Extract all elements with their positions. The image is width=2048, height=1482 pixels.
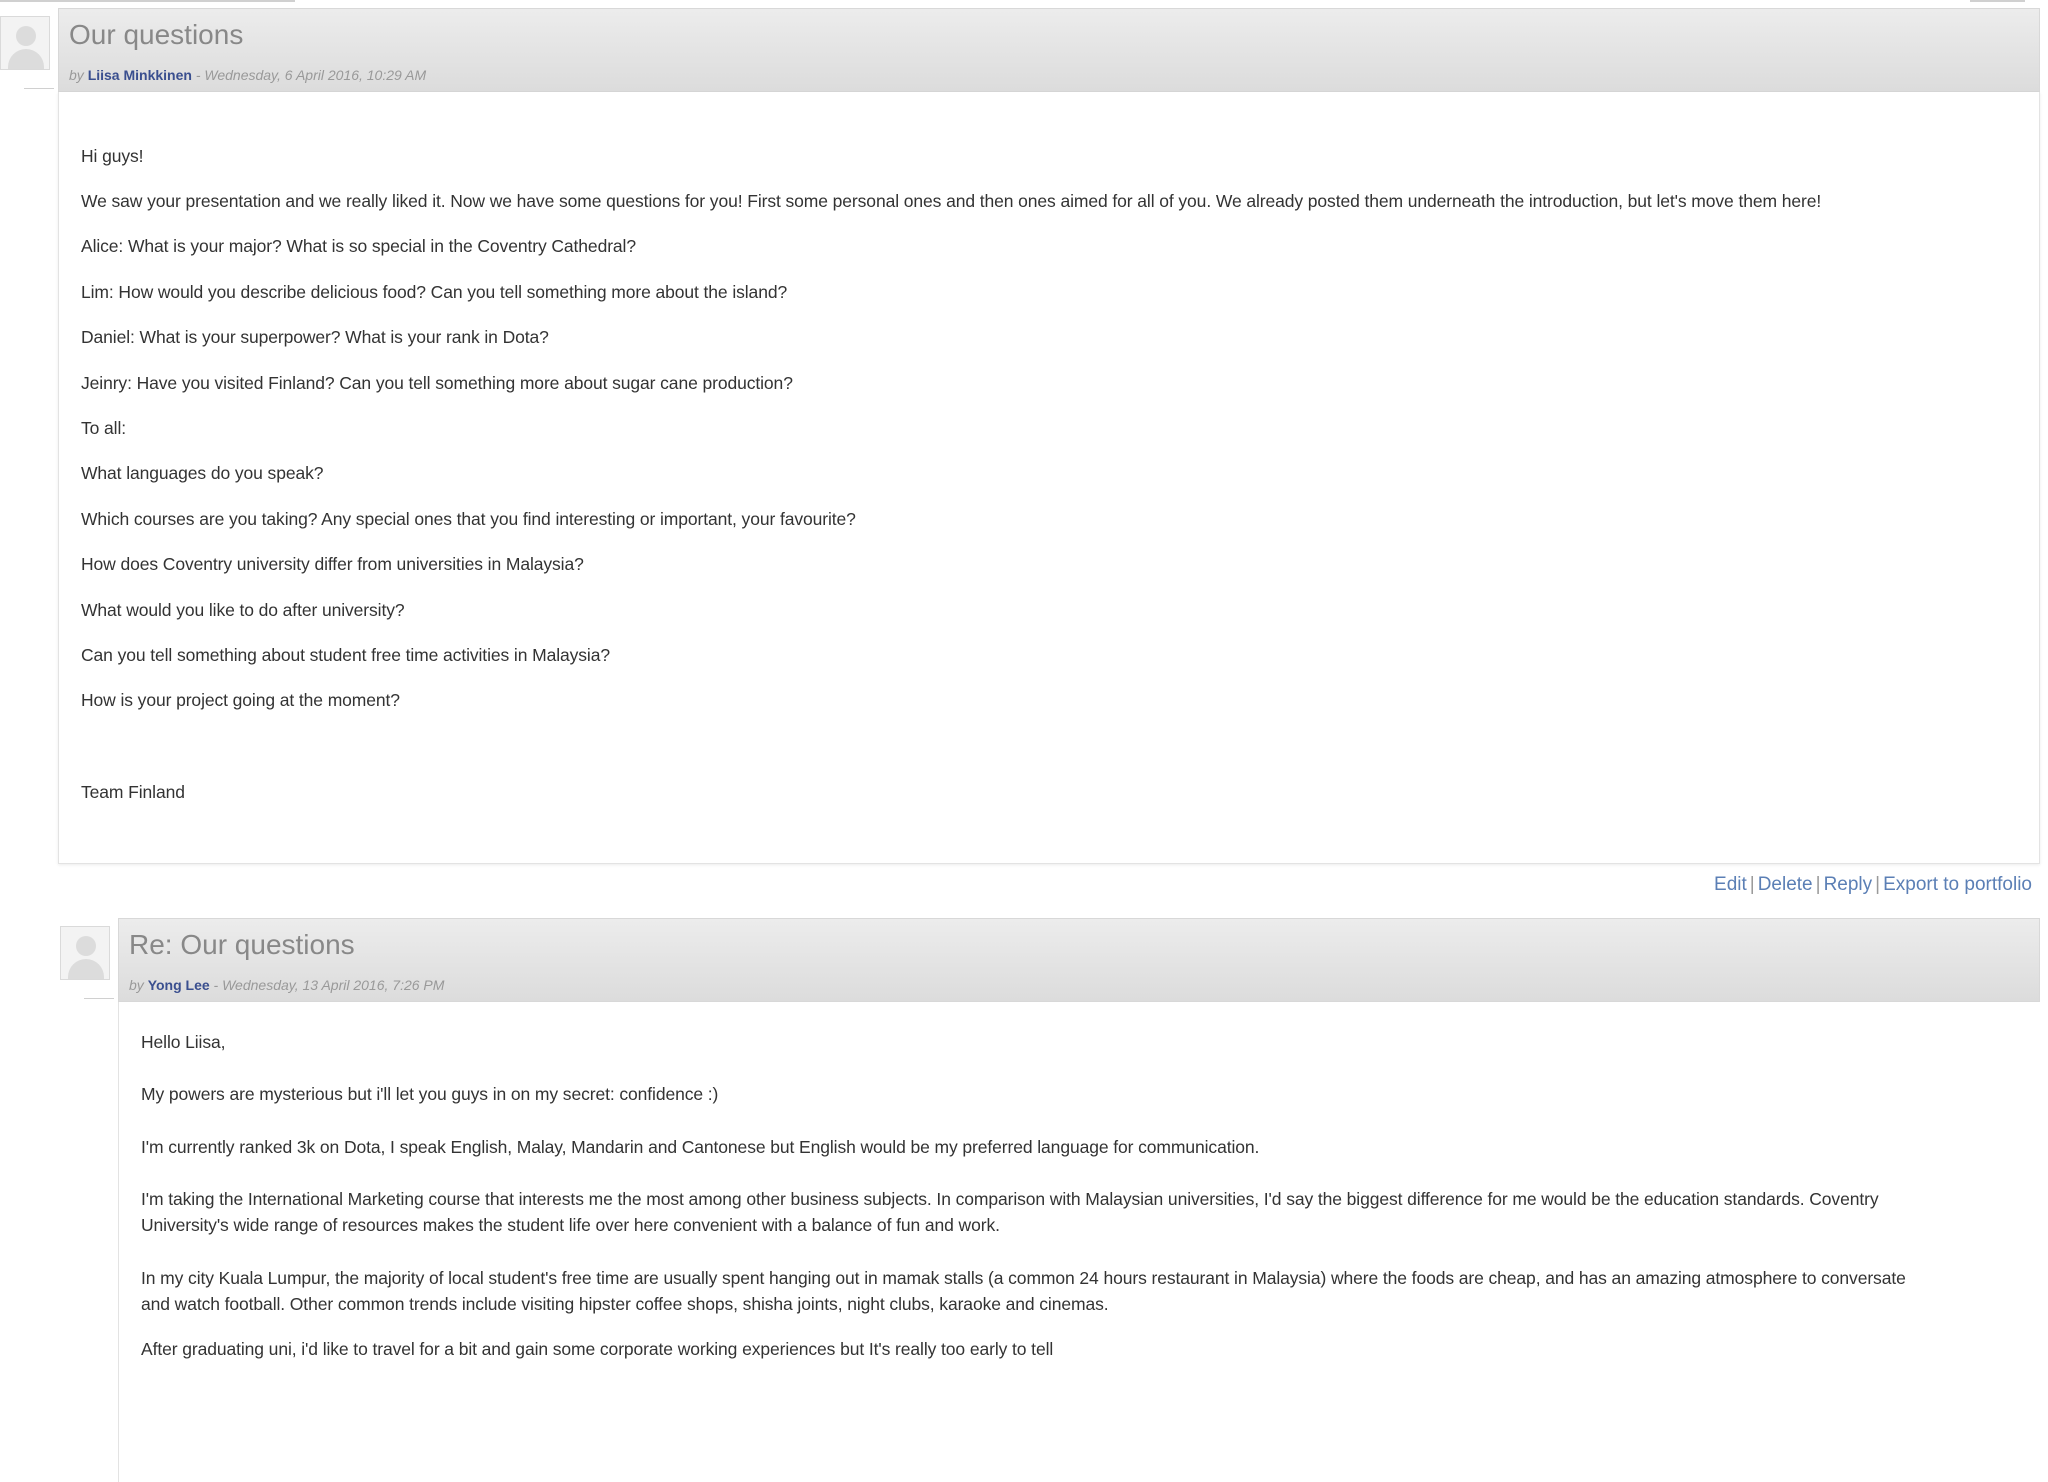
post-paragraph: Can you tell something about student free time activities in Malaysia? [81, 645, 610, 665]
post-title: Re: Our questions [129, 929, 355, 960]
separator: | [1875, 874, 1881, 895]
post-byline [129, 977, 444, 993]
post-signature: Team Finland [81, 782, 185, 802]
avatar-shoulders-shape [8, 49, 44, 70]
post-paragraph: In my city Kuala Lumpur, the majority of local student's free time are usually spent hanging out in mamak stalls (a common 24 hours restaurant in Malaysia) where the foods are cheap, and has an amazing atmosphere to conversate [141, 1268, 1906, 1288]
post-paragraph: Which courses are you taking? Any special ones that you find interesting or important, your favourite? [81, 509, 856, 529]
top-divider-left [0, 0, 295, 2]
post-paragraph: Jeinry: Have you visited Finland? Can you tell something more about sugar cane production? [81, 373, 793, 393]
user-avatar-icon[interactable] [60, 926, 110, 980]
post-paragraph: We saw your presentation and we really liked it. Now we have some questions for you! First some personal ones and then ones aimed for all of you. We already posted them underneath the introduction, but let's move them here! [81, 191, 1822, 211]
post-byline [69, 67, 426, 83]
post-actions [1714, 874, 2032, 896]
edit-link[interactable]: Edit [1714, 874, 1747, 895]
byline-prefix: by [69, 67, 84, 83]
post-date: - Wednesday, 6 April 2016, 10:29 AM [191, 67, 427, 83]
post-paragraph: How is your project going at the moment? [81, 690, 400, 710]
post-paragraph: What languages do you speak? [81, 463, 324, 483]
post-paragraph: and watch football. Other common trends include visiting hipster coffee shops, shisha joints, night clubs, karaoke and cinemas. [141, 1294, 1109, 1314]
export-to-portfolio-link[interactable]: Export to portfolio [1883, 874, 2032, 895]
avatar-head-shape [76, 936, 96, 956]
post-paragraph: After graduating uni, i'd like to travel for a bit and gain some corporate working experiences but It's really too early to tell [141, 1339, 1054, 1359]
avatar-head-shape [16, 26, 36, 46]
author-link[interactable]: Yong Lee [147, 977, 210, 993]
author-link[interactable]: Liisa Minkkinen [87, 67, 192, 83]
user-avatar-icon[interactable] [0, 16, 50, 70]
post-paragraph: I'm taking the International Marketing course that interests me the most among other business subjects. In comparison with Malaysian universities, I'd say the biggest difference for me would be the education standards. Coventry [141, 1189, 1879, 1209]
post-paragraph: University's wide range of resources makes the student life over here convenient with a balance of fun and work. [141, 1215, 1000, 1235]
post-paragraph: Hello Liisa, [141, 1032, 226, 1052]
post-body [118, 1002, 2040, 1482]
reply-link[interactable]: Reply [1823, 874, 1873, 895]
byline-prefix: by [129, 977, 144, 993]
post-paragraph: I'm currently ranked 3k on Dota, I speak English, Malay, Mandarin and Cantonese but English would be my preferred language for communication. [141, 1137, 1260, 1157]
thread-connector [84, 998, 114, 999]
post-paragraph: My powers are mysterious but i'll let you guys in on my secret: confidence :) [141, 1084, 719, 1104]
post-date: - Wednesday, 13 April 2016, 7:26 PM [209, 977, 445, 993]
post-paragraph: What would you like to do after university? [81, 600, 405, 620]
top-divider-right [1970, 0, 2025, 2]
separator: | [1749, 874, 1755, 895]
avatar-shoulders-shape [68, 959, 104, 980]
post-paragraph: Daniel: What is your superpower? What is your rank in Dota? [81, 327, 549, 347]
post-header [58, 8, 2040, 92]
thread-connector [24, 88, 54, 89]
post-paragraph: Lim: How would you describe delicious food? Can you tell something more about the island? [81, 282, 788, 302]
post-paragraph: Hi guys! [81, 146, 144, 166]
post-paragraph: Alice: What is your major? What is so special in the Coventry Cathedral? [81, 236, 636, 256]
post-paragraph: How does Coventry university differ from universities in Malaysia? [81, 554, 584, 574]
post-body [58, 92, 2040, 864]
separator: | [1815, 874, 1821, 895]
delete-link[interactable]: Delete [1757, 874, 1813, 895]
post-title: Our questions [69, 19, 244, 50]
post-header [118, 918, 2040, 1002]
post-paragraph: To all: [81, 418, 127, 438]
